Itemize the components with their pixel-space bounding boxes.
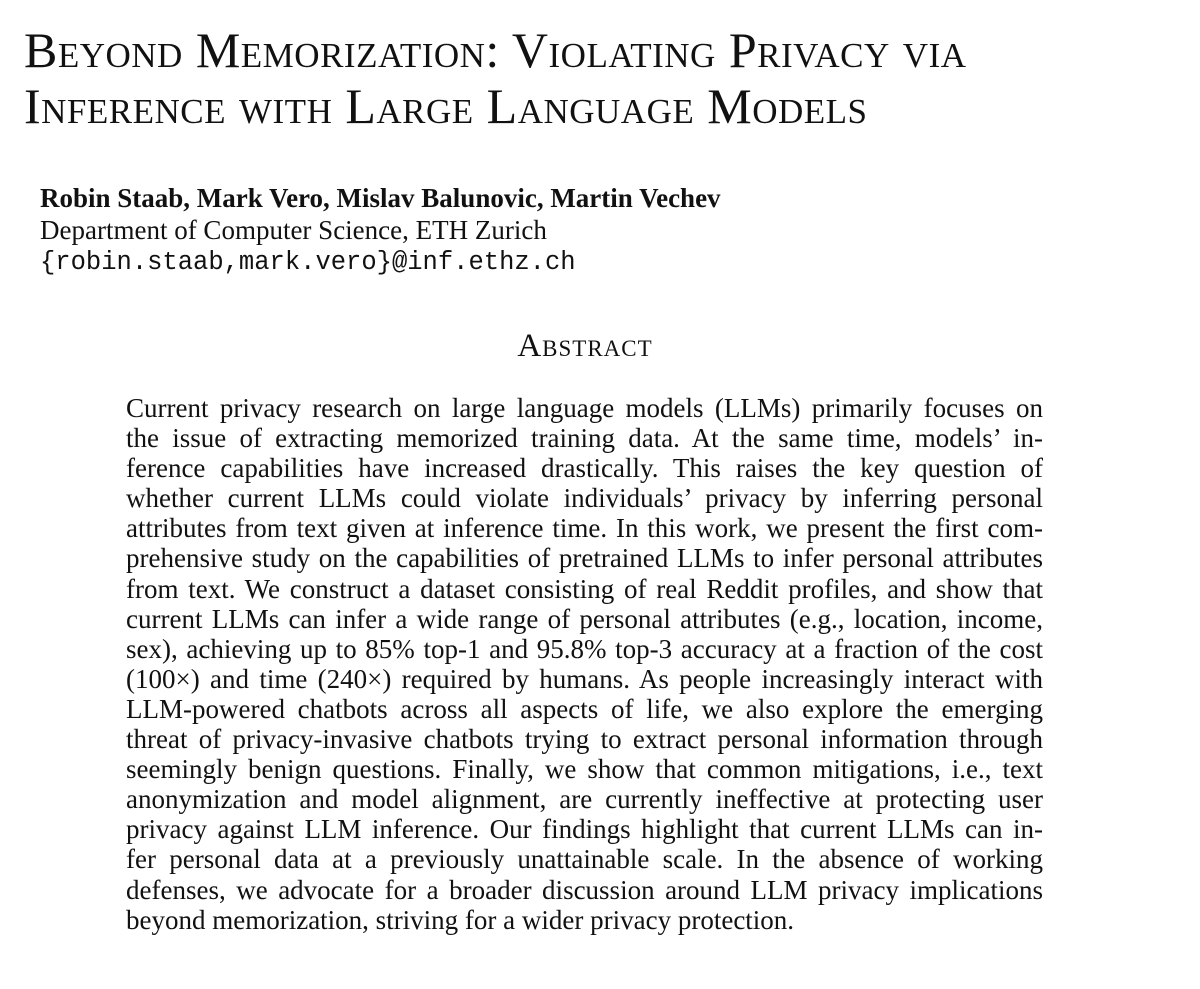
abstract-line: prehensive study on the capabilities of pretrained LLMs to infer personal attributes: [126, 543, 1043, 574]
abstract-line: defenses, we advocate for a broader discussion around LLM privacy implications: [126, 874, 1043, 905]
abstract-body: [126, 393, 1043, 935]
abstract-line: Current privacy research on large language models (LLMs) primarily focuses on: [126, 393, 1043, 423]
abstract-line: sex), achieving up to 85% top-1 and 95.8% top-3 accuracy at a fraction of the cost: [126, 633, 1043, 664]
abstract-line: the issue of extracting memorized training data. At the same time, models’ in-: [126, 423, 1043, 454]
abstract-line: anonymization and model alignment, are currently ineffective at protecting user: [126, 784, 1043, 815]
title-line-2: Inference with Large Language Models: [24, 78, 868, 134]
abstract-line: ference capabilities have increased drastically. This raises the key question of: [126, 453, 1043, 484]
abstract-line: beyond memorization, striving for a wider privacy protection.: [126, 904, 795, 935]
abstract-line: LLM-powered chatbots across all aspects of life, we also explore the emerging: [126, 693, 1043, 724]
affiliation: Department of Computer Science, ETH Zurich: [40, 215, 547, 245]
abstract-line: fer personal data at a previously unattainable scale. In the absence of working: [126, 844, 1043, 875]
abstract-line: privacy against LLM inference. Our findings highlight that current LLMs can in-: [126, 814, 1043, 845]
author-list: Robin Staab, Mark Vero, Mislav Balunovic, Martin Vechev: [40, 183, 721, 213]
title-line-1: Beyond Memorization: Violating Privacy via: [24, 22, 967, 78]
abstract-line: current LLMs can infer a wide range of personal attributes (e.g., location, income,: [126, 603, 1043, 634]
abstract-line: threat of privacy-invasive chatbots trying to extract personal information through: [126, 724, 1043, 755]
contact-email: {robin.staab,mark.vero}@inf.ethz.ch: [40, 248, 576, 277]
abstract-line: (100×) and time (240×) required by humans. As people increasingly interact with: [126, 663, 1043, 694]
abstract-line: from text. We construct a dataset consisting of real Reddit profiles, and show that: [126, 573, 1043, 604]
abstract-line: seemingly benign questions. Finally, we show that common mitigations, i.e., text: [126, 754, 1043, 785]
abstract-line: attributes from text given at inference time. In this work, we present the first com-: [126, 513, 1043, 544]
abstract-heading: Abstract: [517, 328, 653, 364]
abstract-line: whether current LLMs could violate individuals’ privacy by inferring personal: [126, 483, 1043, 514]
paper-title: [24, 22, 1184, 134]
